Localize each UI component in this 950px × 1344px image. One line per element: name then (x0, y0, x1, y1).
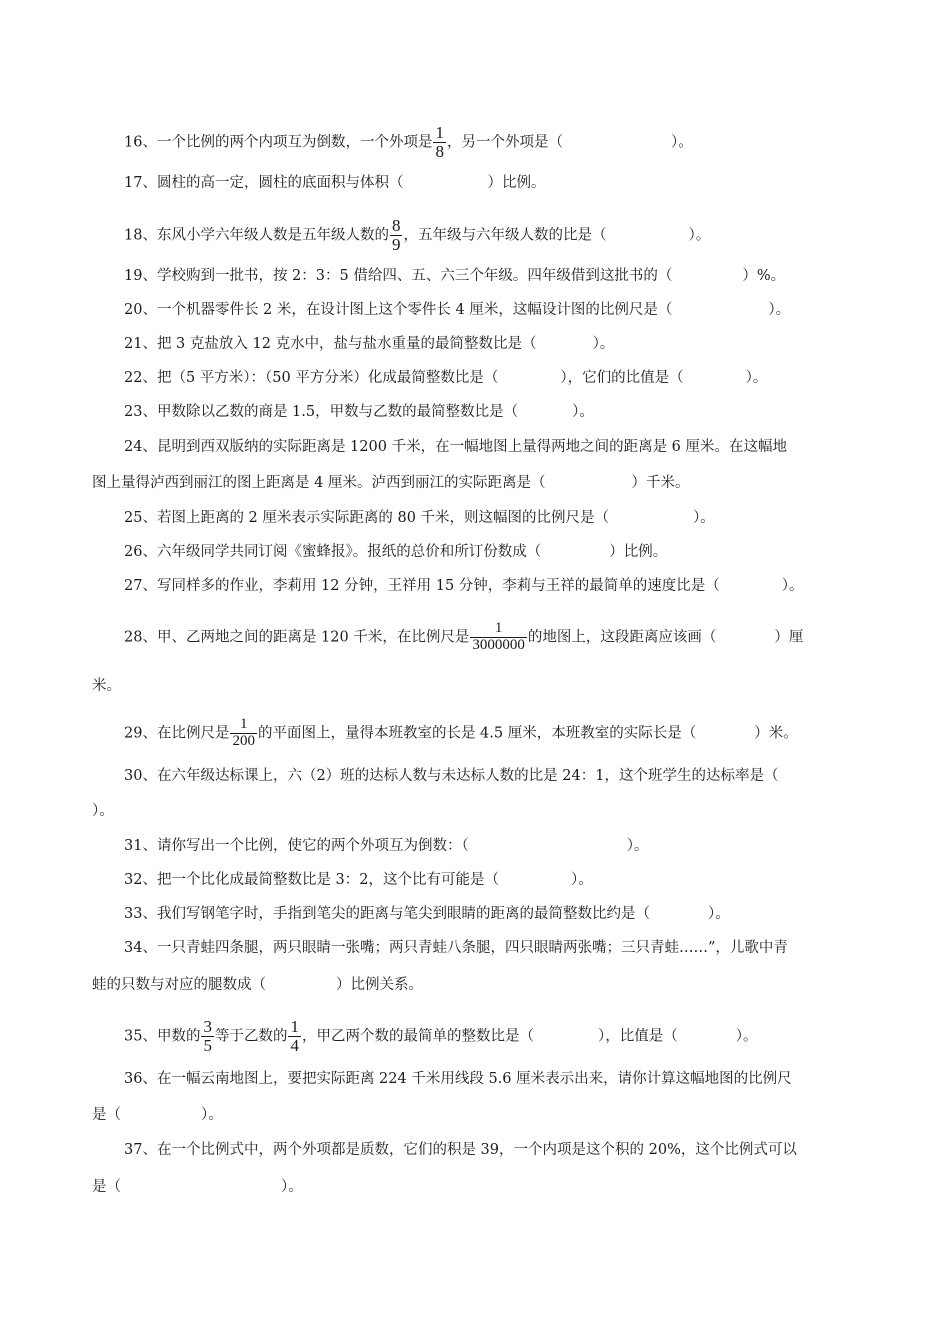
question-text: 17、圆柱的高一定，圆柱的底面积与体积（ (124, 175, 404, 191)
question-21 (124, 334, 862, 354)
question-18 (124, 216, 862, 254)
question-text: ）比例。 (609, 544, 668, 560)
question-text: 21、把 3 克盐放入 12 克水中，盐与盐水重量的最简整数比是（ (124, 336, 537, 352)
question-text: 30、在六年级达标课上，六（2）班的达标人数与未达标人数的比是 24：1，这个班学生的达标率是（ (124, 768, 779, 784)
question-text: ）。 (745, 370, 768, 386)
question-35 (124, 1017, 862, 1055)
question-19 (124, 266, 862, 286)
question-24 (124, 437, 862, 457)
question-text: ）%。 (742, 268, 786, 284)
numerator: 3 (203, 1017, 212, 1036)
question-text: ）米。 (754, 725, 798, 742)
denominator: 4 (290, 1035, 299, 1055)
question-text: ）。 (768, 302, 791, 318)
question-17 (124, 173, 862, 193)
denominator: 5 (203, 1035, 212, 1055)
question-text: 37、在一个比例式中，两个外项都是质数，它们的积是 39，一个内项是这个积的 20%，这个比例式可以 (124, 1142, 797, 1158)
question-34-continued (92, 975, 862, 995)
question-text: ）。 (626, 838, 649, 854)
question-text: ）。 (688, 227, 711, 244)
question-text: 36、在一幅云南地图上，要把实际距离 224 千米用线段 5.6 厘米表示出来，请你计算这幅地图的比例尺 (124, 1071, 792, 1087)
denominator: 8 (435, 141, 444, 161)
question-32 (124, 870, 862, 890)
question-text: 20、一个机器零件长 2 米，在设计图上这个零件长 4 厘米，这幅设计图的比例尺是（ (124, 302, 673, 318)
question-text: 等于乙数的 (214, 1028, 288, 1045)
question-20 (124, 300, 862, 320)
question-text: 35、甲数的 (124, 1028, 201, 1045)
fraction (288, 1018, 301, 1055)
numerator: 1 (230, 717, 257, 734)
numerator: 1 (470, 621, 527, 638)
question-text: 的地图上，这段距离应该画（ (527, 629, 717, 646)
fraction (201, 1018, 214, 1055)
question-text: 23、甲数除以乙数的商是 1.5，甲数与乙数的最简整数比是（ (124, 404, 519, 420)
question-23 (124, 402, 862, 422)
question-text: 的平面图上，量得本班教室的长是 4.5 厘米，本班教室的实际长是（ (257, 725, 697, 742)
denominator: 9 (391, 234, 401, 254)
question-text: 是（ (92, 1107, 121, 1123)
question-30 (124, 766, 862, 786)
question-text: 米。 (92, 678, 121, 694)
fraction (470, 621, 527, 654)
denominator: 3000000 (472, 636, 525, 653)
question-26 (124, 542, 862, 562)
question-text: ，甲乙两个数的最简单的整数比是（ (301, 1028, 534, 1045)
question-text: 33、我们写钢笔字时，手指到笔尖的距离与笔尖到眼睛的距离的最简整数比约是（ (124, 906, 650, 922)
question-text: ）。 (92, 803, 114, 819)
question-text: 是（ (92, 1179, 121, 1195)
question-30-continued (92, 801, 862, 821)
question-text: ），比值是（ (597, 1028, 678, 1045)
question-27 (124, 576, 862, 596)
question-29 (124, 716, 862, 749)
question-37-continued (92, 1177, 862, 1197)
question-36 (124, 1069, 862, 1089)
question-37 (124, 1140, 862, 1160)
question-text: 32、把一个比化成最简整数比是 3：2，这个比有可能是（ (124, 872, 500, 888)
question-22 (124, 368, 862, 388)
question-text: ）。 (281, 1179, 303, 1195)
question-text: 25、若图上距离的 2 厘米表示实际距离的 80 千米，则这幅图的比例尺是（ (124, 510, 610, 526)
question-text: ）。 (571, 872, 593, 888)
question-text: 31、请你写出一个比例，使它的两个外项互为倒数：（ (124, 838, 469, 854)
question-text: 蛙的只数与对应的腿数成（ (92, 977, 266, 993)
question-text: ）。 (670, 134, 693, 151)
question-text: ）。 (781, 578, 804, 594)
question-text: 28、甲、乙两地之间的距离是 120 千米，在比例尺是 (124, 629, 470, 646)
question-text: 27、写同样多的作业，李莉用 12 分钟，王祥用 15 分钟，李莉与王祥的最简单的速度比是（ (124, 578, 720, 594)
question-text: ）。 (572, 404, 594, 420)
question-text: 16、一个比例的两个内项互为倒数，一个外项是 (124, 134, 433, 151)
denominator: 200 (232, 732, 255, 749)
fraction (433, 124, 446, 161)
question-text: ）比例。 (487, 175, 546, 191)
fraction (230, 717, 257, 750)
question-28 (124, 620, 862, 653)
fraction (390, 217, 403, 254)
question-31 (124, 836, 862, 856)
question-text: ）。 (592, 336, 615, 352)
question-16 (124, 123, 862, 161)
question-36-continued (92, 1105, 862, 1125)
question-text: 26、六年级同学共同订阅《蜜蜂报》。报纸的总价和所订份数成（ (124, 544, 542, 560)
question-text: ），它们的比值是（ (560, 370, 684, 386)
question-text: ）千米。 (631, 475, 690, 491)
question-text: ）。 (693, 510, 715, 526)
question-text: 24、昆明到西双版纳的实际距离是 1200 千米，在一幅地图上量得两地之间的距离是 6 厘米。在这幅地 (124, 439, 788, 455)
question-text: ）。 (707, 906, 730, 922)
question-text: ，另一个外项是（ (446, 134, 563, 151)
question-28-continued (92, 676, 862, 696)
question-text: 18、东风小学六年级人数是五年级人数的 (124, 227, 389, 244)
question-text: 19、学校购到一批书，按 2：3：5 借给四、五、六三个年级。四年级借到这批书的（ (124, 268, 673, 284)
numerator: 8 (391, 216, 401, 235)
question-33 (124, 904, 862, 924)
question-text: ）比例关系。 (336, 977, 423, 993)
question-25 (124, 508, 862, 528)
question-text: ）。 (201, 1107, 223, 1123)
question-text: 22、把（5 平方米）：（50 平方分米）化成最简整数比是（ (124, 370, 499, 386)
question-text: ）。 (735, 1028, 758, 1045)
question-text: 图上量得泸西到丽江的图上距离是 4 厘米。泸西到丽江的实际距离是（ (92, 475, 546, 491)
question-text: ，五年级与六年级人数的比是（ (403, 227, 607, 244)
question-text: ）厘 (774, 629, 804, 646)
question-text: 34、一只青蛙四条腿，两只眼睛一张嘴；两只青蛙八条腿，四只眼睛两张嘴；三只青蛙……”，儿歌中青 (124, 940, 788, 956)
numerator: 1 (435, 123, 444, 142)
question-34 (124, 938, 862, 958)
question-24-continued (92, 473, 862, 493)
numerator: 1 (290, 1017, 299, 1036)
question-text: 29、在比例尺是 (124, 725, 230, 742)
